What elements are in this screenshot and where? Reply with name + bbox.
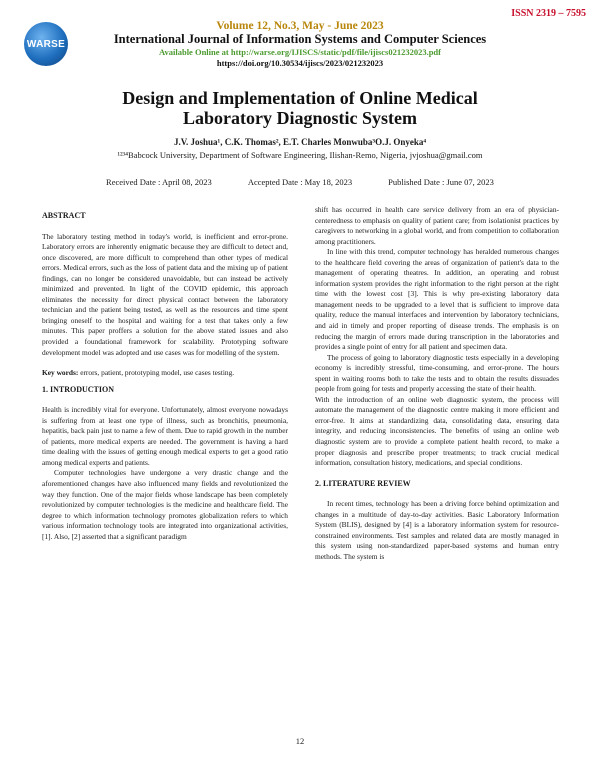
right-paragraph-4: With the introduction of an online web diagnostic system, the process will automate the management of the diagnostic centre making it more efficient and error-free. It aims at standardizing data, consolidating data, ensuring data integrity, and reducing inconsistencies. The benefits of using an online web diagnostic system are to provide a complete patient health record, to make a proper diagnosis and prescribe proper treatments; to track crucial medical information, consultation history, medications, and special conditions. xyxy=(315,394,559,468)
abstract-text: The laboratory testing method in today's world, is inefficient and error-prone. Laboratory errors are inherently enigmatic because they are difficult to detect and, once discovered, are more difficult to comprehend than other types of medical errors. Medical errors, such as the loss of patient data and the mixing up of patient findings, can no longer be considered unavoidable, but can instead be actively minimized and prevented. In light of the COVID epidemic, this approach eliminates the necessity for direct physical contact between the laboratory technician and the patient being tested, as well as the resources and time spent bringing oneself to the hospital and waiting for a test that takes only a few minutes. This paper proffers a solution for the above stated issues and also provided a foundational framework for scalability. Prototyping software development model was adopted and use cases was for modelling of the system. xyxy=(42,231,288,357)
literature-review-heading: 2. LITERATURE REVIEW xyxy=(315,478,411,488)
keywords xyxy=(42,368,288,379)
article-dates xyxy=(0,177,600,187)
intro-paragraph-1: Health is incredibly vital for everyone. Unfortunately, almost everyone nowadays is suffering from at least one type of illness, such as bronchitis, pneumonia, hepatitis, back pain just to name a few of them. Due to rapid growth in the number of patients, more medical experts are needed. The government is having a hard time dealing with the issues of getting enough medical experts to get a good ratio among medical experts and patients. xyxy=(42,405,288,467)
title-line-1: Design and Implementation of Online Medical xyxy=(122,88,478,108)
right-paragraph-3: The process of going to laboratory diagnostic tests especially in a developing economy is incredibly stressful, time-consuming, and error-prone. The hours spent in waiting rooms both to take the tests and to obtain the results dissuades people from going for tests and properly accessing the state of their health. xyxy=(315,352,559,394)
available-online-link[interactable]: Available Online at http://warse.org/IJISCS/static/pdf/file/ijiscs021232023.pdf xyxy=(158,47,441,57)
intro-paragraph-2: Computer technologies have undergone a very drastic change and the aforementioned changes have also influenced many fields and revolutionized the way they function. One of the major fields whose landscape has been completely revolutionized by computer technologies is the medicine and healthcare field. The degree to which information technology promotes globalization refers to which various information technology tools are integrated into organizational activities,[1]. Also, [2] asserted that a significant paradigm xyxy=(42,468,288,541)
volume-line: Volume 12, No.3, May - June 2023 xyxy=(216,20,384,32)
abstract-heading: ABSTRACT xyxy=(42,211,86,220)
published-date: Published Date : June 07, 2023 xyxy=(388,177,494,187)
left-column xyxy=(42,211,288,542)
accepted-date: Accepted Date : May 18, 2023 xyxy=(247,177,353,187)
received-date: Received Date : April 08, 2023 xyxy=(106,177,212,187)
logo-text: WARSE xyxy=(26,38,66,50)
right-paragraph-5: In recent times, technology has been a driving force behind optimization and changes in a multitude of day-to-day activities. Basic Laboratory Information System (BLIS), designed by [4] is a laboratory information system for resource-constrained environments. Test samples and related data are mostly managed in this system using non-standardized paper-based systems and human entry methods. The system is xyxy=(315,499,559,561)
keywords-label: Key words: xyxy=(42,368,79,378)
doi-link[interactable]: https://doi.org/10.30534/ijiscs/2023/021232023 xyxy=(216,58,384,68)
title-line-2: Laboratory Diagnostic System xyxy=(183,108,417,128)
paper-title xyxy=(0,88,600,128)
right-column xyxy=(315,205,559,563)
page-number: 12 xyxy=(295,736,305,746)
right-paragraph-1: shift has occurred in health care service delivery from an era of physician-centeredness to emphasis on quality of patient care; from isolationist practices by caregivers to networking in a global world, and from competition to collaboration among practitioners. xyxy=(315,205,559,246)
right-paragraph-2: In line with this trend, computer technology has heralded numerous changes to the healthcare field covering the areas of organization of patient's data to the management of operating theatres. In addition, an operating and robust information system provides the right information to the right person at the right time with the lowest cost [3]. This is why pre-existing laboratory data management needs to be upgraded to a level that is sufficient to improve data quality, reduce the manual interfaces and intervention by laboratory technicians, and aid in timely and proper reporting of disease trends. The emphasis is on reducing the margin of errors made during transcription in the laboratories and provides a single point of entry for all patient and specimen data. xyxy=(315,247,559,352)
journal-name: International Journal of Information Systems and Computer Sciences xyxy=(113,32,487,46)
authors: J.V. Joshua¹, C.K. Thomas², E.T. Charles Monwuba³O.J. Onyeka⁴ xyxy=(173,137,427,147)
issn-label: ISSN 2319 – 7595 xyxy=(511,8,586,19)
introduction-heading: 1. INTRODUCTION xyxy=(42,384,115,394)
affiliation: ¹²³⁴Babcock University, Department of Software Engineering, Ilishan-Remo, Nigeria, jvjoshua@gmail.com xyxy=(117,150,483,160)
keywords-text: errors, patient, prototyping model, use cases testing. xyxy=(78,368,235,378)
